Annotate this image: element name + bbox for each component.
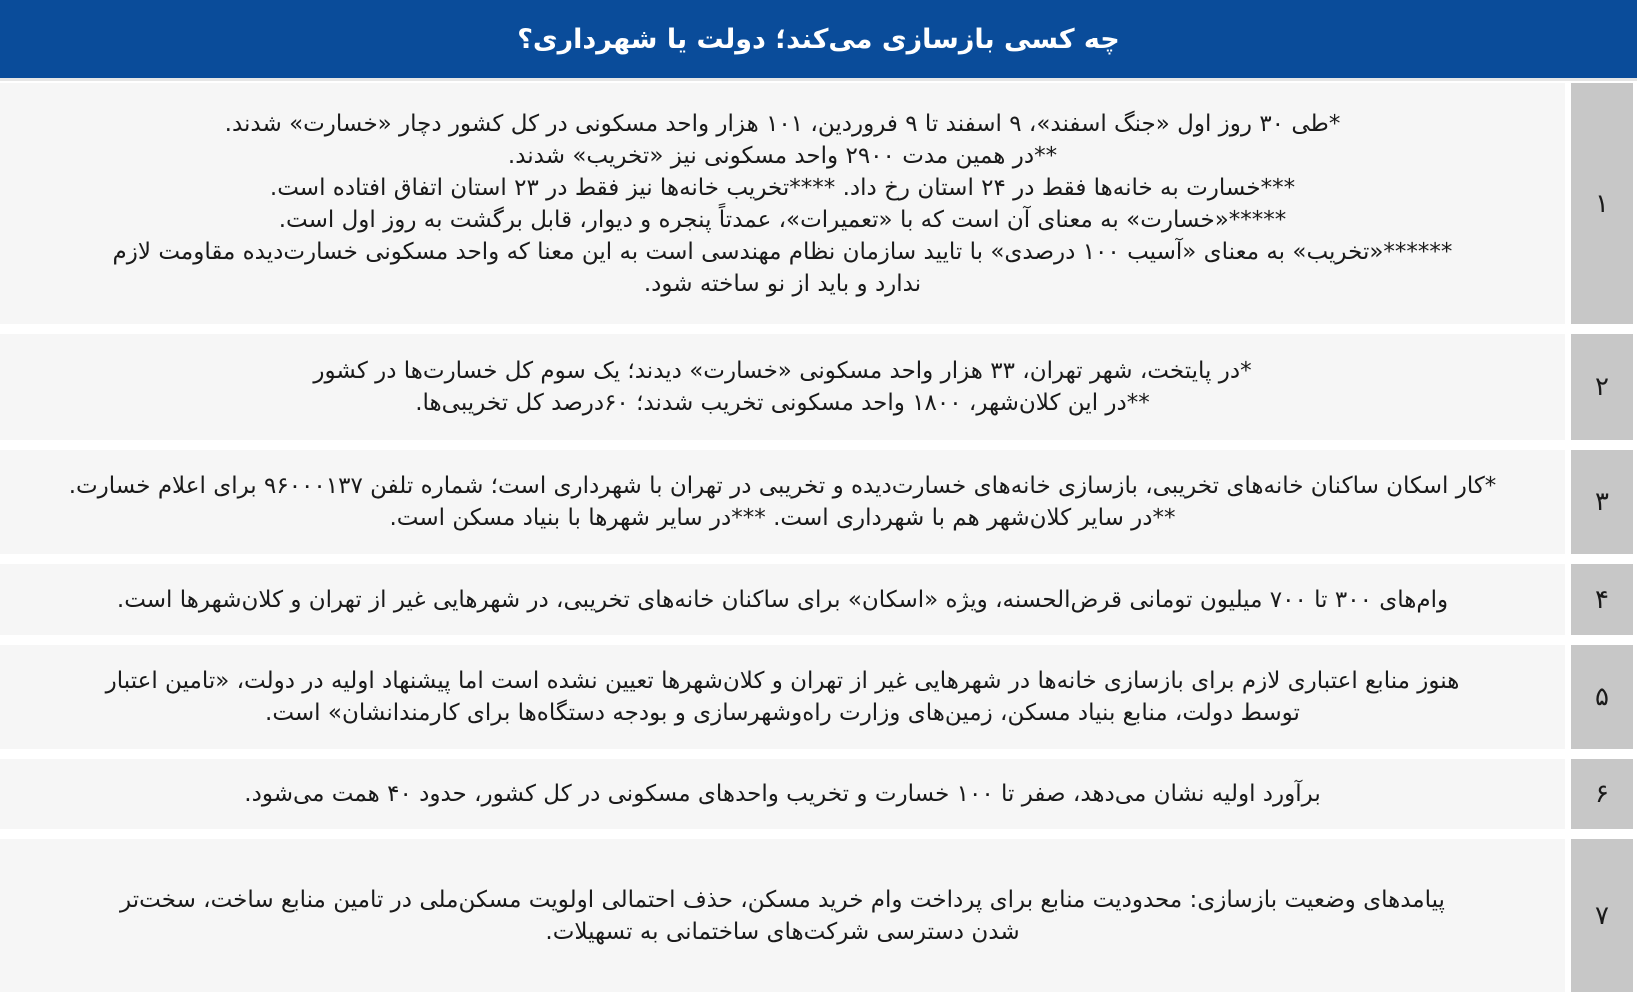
row-number: ۵: [1595, 682, 1609, 712]
table-row: [0, 83, 1637, 324]
row-number-cell: [1571, 334, 1633, 440]
header-bar: [0, 0, 1637, 81]
row-number-cell: [1571, 759, 1633, 829]
row-number: ۲: [1595, 372, 1609, 402]
row-number-cell: [1571, 83, 1633, 324]
table-row: [0, 645, 1637, 749]
row-number: ۶: [1595, 779, 1609, 809]
row-content: [0, 645, 1565, 749]
table-row: [0, 450, 1637, 554]
info-table: [0, 83, 1637, 992]
row-line: **در همین مدت ۲۹۰۰ واحد مسکونی نیز «تخریب» شدند.: [507, 142, 1058, 169]
row-line: وام‌های ۳۰۰ تا ۷۰۰ میلیون تومانی قرض‌الحسنه، ویژه «اسکان» برای ساکنان خانه‌های تخریبی، در شهرهایی غیر از تهران و کلان‌شهرها است.: [116, 586, 1449, 613]
row-text: [4, 884, 1561, 948]
row-line: برآورد اولیه نشان می‌دهد، صفر تا ۱۰۰ خسارت و تخریب واحدهای مسکونی در کل کشور، حدود ۴۰ همت می‌شود.: [244, 781, 1321, 807]
row-content: [0, 759, 1565, 829]
row-content: [0, 83, 1565, 324]
row-text: [4, 778, 1561, 810]
row-line: ******«تخریب» به معنای «آسیب ۱۰۰ درصدی» با تایید سازمان نظام مهندسی است به این معنا که واحد مسکونی خسارت‌دیده مقاومت لازم: [112, 238, 1453, 265]
row-line: *در پایتخت، شهر تهران، ۳۳ هزار واحد مسکونی «خسارت» دیدند؛ یک سوم کل خسارت‌ها در کشور: [313, 358, 1252, 384]
row-content: [0, 450, 1565, 554]
row-line: **در این کلان‌شهر، ۱۸۰۰ واحد مسکونی تخریب شدند؛ ۶۰درصد کل تخریبی‌ها.: [415, 390, 1150, 416]
row-number: ۷: [1595, 900, 1609, 931]
row-content: [0, 334, 1565, 440]
row-number: ۳: [1595, 487, 1609, 517]
row-line: توسط دولت، منابع بنیاد مسکن، زمین‌های وزارت راه‌وشهرسازی و بودجه دستگاه‌ها برای کارمندانشان» است.: [265, 700, 1300, 726]
row-number: ۱: [1595, 188, 1609, 219]
row-number-cell: [1571, 839, 1633, 992]
row-line: *کار اسکان ساکنان خانه‌های تخریبی، بازسازی خانه‌های خسارت‌دیده و تخریبی در تهران با شهرداری است؛ شماره تلفن ۹۶۰۰۰۱۳۷ برای اعلام خسارت.: [68, 473, 1497, 499]
row-number-cell: [1571, 564, 1633, 635]
row-content: [0, 839, 1565, 992]
page-title: چه کسی بازسازی می‌کند؛ دولت یا شهرداری؟: [517, 23, 1120, 55]
row-text: [4, 584, 1561, 616]
table-row: [0, 759, 1637, 829]
row-content: [0, 564, 1565, 635]
table-row: [0, 334, 1637, 440]
row-line: *طی ۳۰ روز اول «جنگ اسفند»، ۹ اسفند تا ۹ فروردین، ۱۰۱ هزار واحد مسکونی در کل کشور دچار «خسارت» شدند.: [224, 110, 1341, 137]
row-number: ۴: [1595, 584, 1609, 615]
row-line: پیامدهای وضعیت بازسازی: محدودیت منابع برای پرداخت وام خرید مسکن، حذف احتمالی اولویت مسکن‌ملی در تامین منابع ساخت، سخت‌تر: [120, 886, 1445, 913]
row-line: *****«خسارت» به معنای آن است که با «تعمیرات»، عمدتاً پنجره و دیوار، قابل برگشت به روز اول است.: [278, 206, 1287, 233]
row-line: ندارد و باید از نو ساخته شود.: [643, 270, 922, 297]
row-text: [4, 108, 1561, 300]
table-row: [0, 839, 1637, 992]
row-line: ***خسارت به خانه‌ها فقط در ۲۴ استان رخ داد. ****تخریب خانه‌ها نیز فقط در ۲۳ استان اتفاق افتاده است.: [269, 174, 1296, 201]
row-line: هنوز منابع اعتباری لازم برای بازسازی خانه‌ها در شهرهایی غیر از تهران و کلان‌شهرها تعیین نشده است اما پیشنهاد اولیه در دولت، «تامین اعتبار: [105, 668, 1460, 694]
row-text: [4, 355, 1561, 419]
row-line: **در سایر کلان‌شهر هم با شهرداری است. ***در سایر شهرها با بنیاد مسکن است.: [389, 505, 1176, 531]
row-number-cell: [1571, 645, 1633, 749]
row-text: [4, 665, 1561, 729]
row-text: [4, 470, 1561, 534]
row-line: شدن دسترسی شرکت‌های ساختمانی به تسهیلات.: [545, 918, 1020, 945]
table-row: [0, 564, 1637, 635]
row-number-cell: [1571, 450, 1633, 554]
